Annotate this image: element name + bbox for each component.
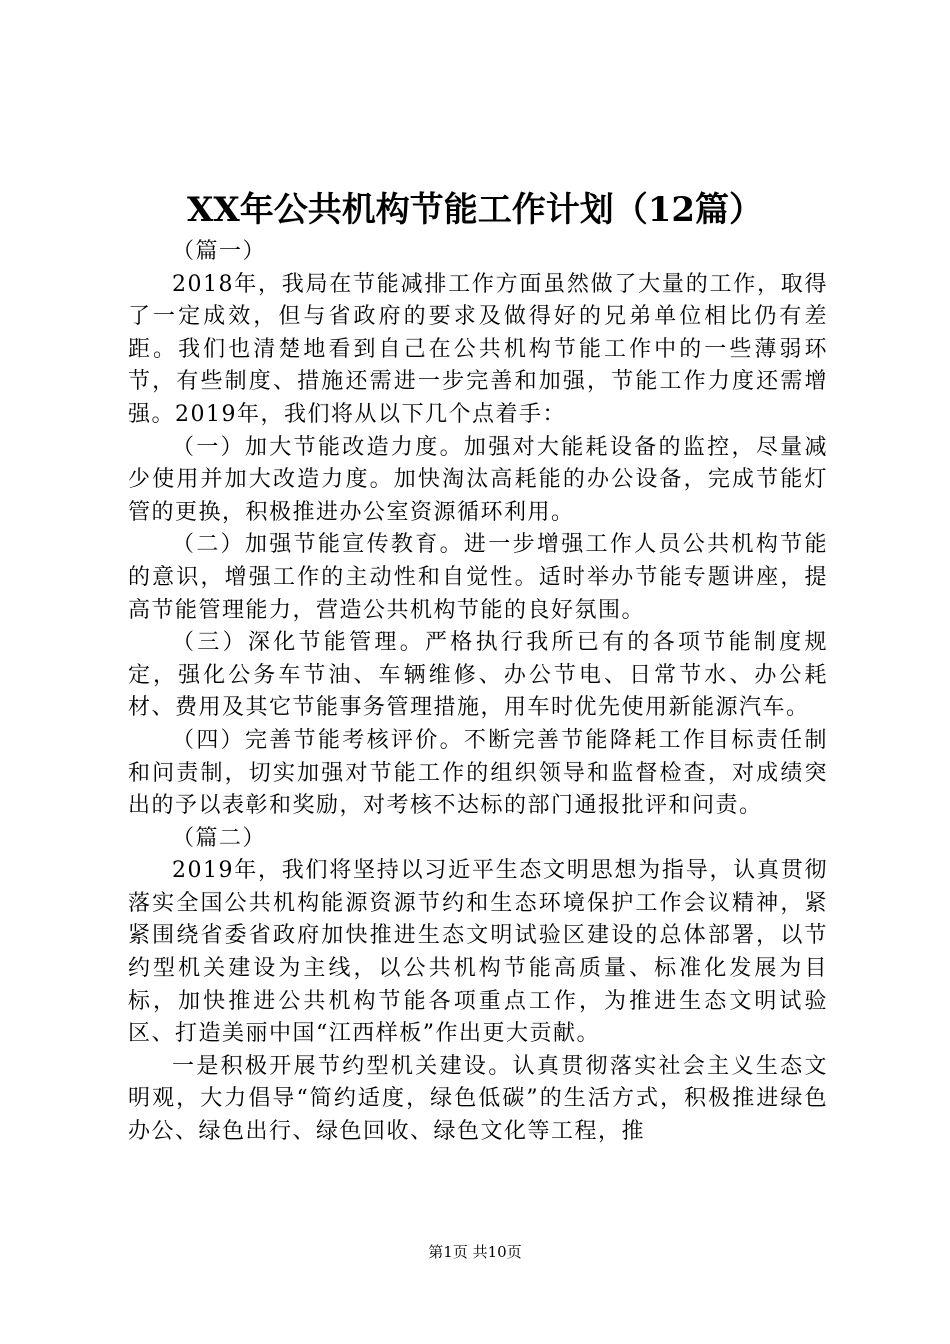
section-label: （篇二） <box>172 825 267 851</box>
paragraph: 2018年，我局在节能减排工作方面虽然做了大量的工作，取得了一定成效，但与省政府的要求及做得好的兄弟单位相比仍有差距。我们也清楚地看到自己在公共机构节能工作中的一些薄弱环节，有些制度、措施还需进一步完善和加强，节能工作力度还需增强。2019年，我们将从以下几个点着手： <box>128 271 828 427</box>
paragraph: （三）深化节能管理。严格执行我所已有的各项节能制度规定，强化公务车节油、车辆维修、办公节电、日常节水、办公耗材、费用及其它节能事务管理措施，用车时优先使用新能源汽车。 <box>128 630 828 721</box>
paragraph: （二）加强节能宣传教育。进一步增强工作人员公共机构节能的意识，增强工作的主动性和自觉性。适时举办节能专题讲座，提高节能管理能力，营造公共机构节能的良好氛围。 <box>128 532 828 623</box>
paragraph: （四）完善节能考核评价。不断完善节能降耗工作目标责任制和问责制，切实加强对节能工作的组织领导和监督检查，对成绩突出的予以表彰和奖励，对考核不达标的部门通报批评和问责。 <box>128 727 828 819</box>
section-label: （篇一） <box>172 239 267 264</box>
document-title: XX年公共机构节能工作计划（12篇） <box>186 190 764 230</box>
paragraph: 一是积极开展节约型机关建设。认真贯彻落实社会主义生态文明观，大力倡导“简约适度，绿色低碳”的生活方式，积极推进绿色办公、绿色出行、绿色回收、绿色文化等工程，推 <box>128 1053 828 1145</box>
document-body <box>128 236 828 1149</box>
page-footer: 第1页 共10页 <box>428 1243 522 1261</box>
paragraph: （一）加大节能改造力度。加强对大能耗设备的监控，尽量减少使用并加大改造力度。加快淘汰高耗能的办公设备，完成节能灯管的更换，积极推进办公室资源循环利用。 <box>128 434 828 525</box>
paragraph: 2019年，我们将坚持以习近平生态文明思想为指导，认真贯彻落实全国公共机构能源资源节约和生态环境保护工作会议精神，紧紧围绕省委省政府加快推进生态文明试验区建设的总体部署，以节约型机关建设为主线，以公共机构节能高质量、标准化发展为目标，加快推进公共机构节能各项重点工作，为推进生态文明试验区、打造美丽中国“江西样板”作出更大贡献。 <box>128 858 828 1047</box>
